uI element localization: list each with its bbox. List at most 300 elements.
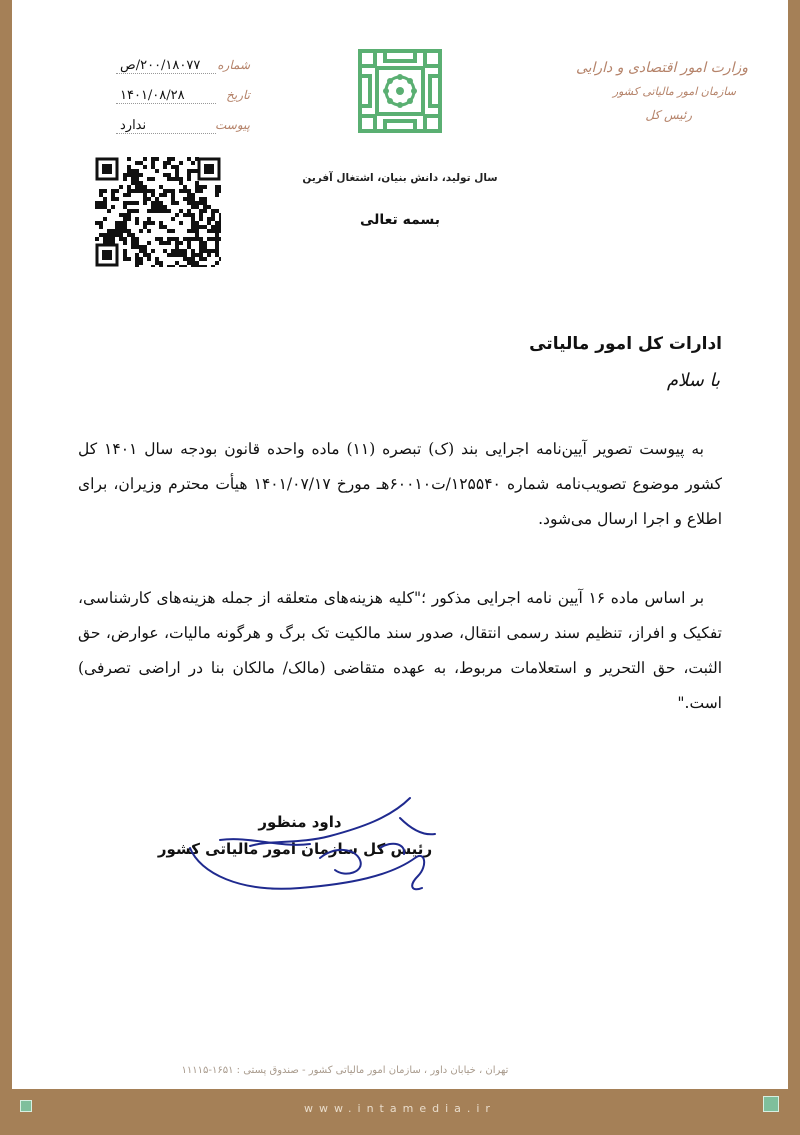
qr-module [187, 201, 191, 205]
qr-module [203, 241, 207, 245]
qr-module [187, 169, 191, 173]
qr-module [143, 197, 147, 201]
qr-module [199, 249, 203, 253]
qr-module [219, 185, 221, 189]
paragraph-article-16: بر اساس ماده ۱۶ آیین نامه اجرایی مذکور ؛"کلیه هزینه‌های متعلقه از جمله هزینه‌های کارشناسی، تفکیک و افراز، تنظیم سند رسمی انتقال، صدور سند مالکیت تک برگ و هرگونه مالیات، عوارض، حق الثبت، حق التحریر و استعلامات مربوط، به عهده متقاضی (مالک/ مالکان بنا در اراضی تصرفی) است." [78, 589, 722, 712]
qr-module [191, 257, 195, 261]
qr-module [167, 229, 171, 233]
qr-module [183, 189, 187, 193]
qr-module [191, 221, 195, 225]
qr-module [151, 189, 155, 193]
qr-module [203, 197, 207, 201]
qr-module [203, 245, 207, 249]
qr-module [99, 221, 103, 225]
qr-module [143, 185, 147, 189]
qr-module [215, 233, 219, 237]
qr-module [195, 237, 199, 241]
qr-module [123, 173, 127, 177]
qr-module [219, 257, 221, 261]
qr-module [135, 253, 139, 257]
qr-module [159, 225, 163, 229]
qr-module [147, 209, 151, 213]
qr-module [187, 245, 191, 249]
qr-module [95, 221, 99, 225]
qr-module [175, 173, 179, 177]
qr-module [143, 249, 147, 253]
qr-module [163, 209, 167, 213]
qr-module [123, 237, 127, 241]
qr-module [179, 249, 183, 253]
qr-module [147, 221, 151, 225]
qr-module [131, 181, 135, 185]
qr-module [215, 253, 219, 257]
qr-module [183, 265, 187, 267]
qr-module [139, 261, 143, 265]
qr-module [95, 205, 99, 209]
qr-module [219, 221, 221, 225]
qr-module [127, 193, 131, 197]
qr-module [127, 201, 131, 205]
qr-module [187, 177, 191, 181]
footer-right-square-icon [763, 1096, 779, 1112]
qr-module [159, 265, 163, 267]
meta-date-label: تاریخ [226, 88, 250, 102]
qr-module [159, 193, 163, 197]
qr-module [123, 213, 127, 217]
qr-module [215, 209, 219, 213]
qr-module [195, 261, 199, 265]
qr-module [127, 233, 131, 237]
qr-module [107, 209, 111, 213]
qr-module [135, 221, 139, 225]
qr-module [151, 161, 155, 165]
qr-module [99, 205, 103, 209]
qr-module [135, 185, 139, 189]
qr-module [171, 201, 175, 205]
qr-module [147, 257, 151, 261]
qr-module [115, 225, 119, 229]
qr-module [219, 213, 221, 217]
qr-module [191, 169, 195, 173]
qr-module [111, 193, 115, 197]
qr-module [187, 193, 191, 197]
year-slogan: سال تولید، دانش بنیان، اشتغال آفرین [302, 172, 498, 184]
qr-module [139, 189, 143, 193]
qr-module [191, 237, 195, 241]
qr-module [163, 193, 167, 197]
qr-module [215, 261, 219, 265]
qr-module [167, 237, 171, 241]
qr-module [139, 249, 143, 253]
qr-module [131, 177, 135, 181]
qr-module [171, 197, 175, 201]
qr-module [147, 241, 151, 245]
qr-module [155, 197, 159, 201]
qr-module [155, 261, 159, 265]
qr-module [147, 253, 151, 257]
organization-name: سازمان امور مالیاتی کشور [612, 85, 736, 98]
qr-module [127, 173, 131, 177]
qr-module [135, 189, 139, 193]
qr-module [211, 229, 215, 233]
qr-module [203, 185, 207, 189]
qr-module [167, 265, 171, 267]
qr-module [163, 161, 167, 165]
qr-module [135, 177, 139, 181]
qr-module [111, 229, 115, 233]
qr-module [163, 241, 167, 245]
qr-module [179, 253, 183, 257]
qr-module [151, 165, 155, 169]
qr-module [159, 209, 163, 213]
qr-module [151, 193, 155, 197]
qr-module [167, 161, 171, 165]
qr-module [131, 237, 135, 241]
qr-module [151, 249, 155, 253]
qr-module [191, 265, 195, 267]
qr-module [207, 249, 211, 253]
qr-module [191, 197, 195, 201]
qr-module [107, 233, 111, 237]
qr-module [203, 209, 207, 213]
qr-module [139, 181, 143, 185]
qr-module [211, 249, 215, 253]
meta-number-label: شماره [217, 58, 250, 72]
qr-module [187, 237, 191, 241]
qr-module [151, 221, 155, 225]
qr-module [155, 201, 159, 205]
qr-module [135, 181, 139, 185]
qr-module [147, 229, 151, 233]
qr-module [155, 205, 159, 209]
qr-module [187, 229, 191, 233]
qr-module [183, 197, 187, 201]
qr-module [111, 233, 115, 237]
qr-module [155, 169, 159, 173]
qr-module [179, 181, 183, 185]
qr-module [191, 225, 195, 229]
qr-module [107, 229, 111, 233]
qr-module [159, 241, 163, 245]
qr-module [135, 241, 139, 245]
qr-module [103, 217, 107, 221]
qr-module [119, 233, 123, 237]
qr-module [171, 249, 175, 253]
qr-module [195, 253, 199, 257]
qr-module [119, 221, 123, 225]
qr-module [167, 241, 171, 245]
qr-module [143, 221, 147, 225]
qr-module [103, 237, 107, 241]
qr-module [115, 229, 119, 233]
ministry-name: وزارت امور اقتصادی و دارایی [575, 60, 748, 76]
qr-module [135, 261, 139, 265]
signatory-title: رئیس کل سازمان امور مالیاتی کشور [157, 840, 433, 858]
qr-module [211, 237, 215, 241]
qr-module [143, 157, 147, 161]
qr-module [219, 189, 221, 193]
qr-module [139, 229, 143, 233]
qr-module [207, 221, 211, 225]
qr-module [187, 173, 191, 177]
qr-module [203, 205, 207, 209]
qr-module [103, 189, 107, 193]
ministry-letterhead [568, 56, 748, 126]
qr-module [191, 217, 195, 221]
qr-module [175, 201, 179, 205]
qr-module [179, 177, 183, 181]
qr-module [179, 189, 183, 193]
qr-module [183, 253, 187, 257]
meta-number-row [70, 58, 250, 88]
qr-module [215, 193, 219, 197]
qr-module [171, 217, 175, 221]
qr-module [183, 237, 187, 241]
qr-module [171, 165, 175, 169]
qr-module [175, 237, 179, 241]
qr-module [143, 201, 147, 205]
qr-module [135, 201, 139, 205]
qr-module [107, 237, 111, 241]
qr-module [199, 197, 203, 201]
qr-module [163, 165, 167, 169]
qr-module [99, 189, 103, 193]
qr-module [99, 225, 103, 229]
qr-module [171, 253, 175, 257]
meta-attachment-label: پیوست [215, 118, 250, 132]
qr-module [127, 185, 131, 189]
qr-module [95, 237, 99, 241]
qr-module [211, 225, 215, 229]
qr-module [195, 181, 199, 185]
qr-module [115, 189, 119, 193]
qr-module [191, 229, 195, 233]
signatory-name: داود منظور [258, 813, 342, 831]
qr-module [135, 257, 139, 261]
qr-module [147, 189, 151, 193]
qr-module [163, 225, 167, 229]
qr-module [175, 213, 179, 217]
qr-module [135, 209, 139, 213]
office-title: رئیس کل [645, 108, 692, 122]
qr-module [183, 185, 187, 189]
qr-module [203, 201, 207, 205]
qr-module [175, 169, 179, 173]
qr-module [171, 189, 175, 193]
qr-module [195, 221, 199, 225]
qr-module [187, 197, 191, 201]
qr-module [131, 233, 135, 237]
qr-module [211, 213, 215, 217]
footer-address: تهران ، خیابان داور ، سازمان امور مالیاتی کشور - صندوق پستی : ۱۶۵۱-۱۱۱۱۵ [181, 1065, 509, 1076]
qr-module [171, 229, 175, 233]
qr-module [171, 237, 175, 241]
qr-module [211, 265, 215, 267]
qr-module [135, 237, 139, 241]
qr-module [199, 253, 203, 257]
qr-module [179, 161, 183, 165]
qr-module [199, 257, 203, 261]
qr-module [215, 237, 219, 241]
qr-module [127, 217, 131, 221]
qr-module [219, 237, 221, 241]
qr-module [119, 225, 123, 229]
qr-module [131, 173, 135, 177]
qr-module [215, 229, 219, 233]
qr-module [199, 237, 203, 241]
meta-attachment-row [70, 118, 250, 148]
qr-module [207, 229, 211, 233]
qr-module [171, 157, 175, 161]
paragraph-announcement: به پیوست تصویر آیین‌نامه اجرایی بند (ک) تبصره (۱۱) ماده واحده قانون بودجه سال ۱۴۰۱ کل کشور موضوع تصویب‌نامه شماره ۱۲۵۵۴۰/ت۶۰۰۱۰هـ مورخ ۱۴۰۱/۰۷/۱۷ هیأت محترم وزیران، برای اطلاع و اجرا ارسال می‌شود. [78, 440, 722, 528]
qr-module [215, 241, 219, 245]
qr-module [171, 265, 175, 267]
qr-module [199, 241, 203, 245]
qr-module [191, 205, 195, 209]
qr-module [187, 241, 191, 245]
qr-module [187, 213, 191, 217]
qr-module [151, 209, 155, 213]
qr-module [175, 165, 179, 169]
qr-module [203, 249, 207, 253]
qr-module [195, 185, 199, 189]
qr-module [191, 249, 195, 253]
qr-module [151, 177, 155, 181]
qr-module [151, 201, 155, 205]
qr-module [123, 257, 127, 261]
qr-module [215, 225, 219, 229]
qr-module [187, 157, 191, 161]
meta-attachment-value: ندارد [116, 118, 216, 134]
qr-module [123, 241, 127, 245]
qr-module [179, 209, 183, 213]
qr-module [203, 265, 207, 267]
qr-module [179, 241, 183, 245]
qr-module [135, 169, 139, 173]
qr-module [195, 205, 199, 209]
qr-module [187, 189, 191, 193]
qr-module [119, 237, 123, 241]
qr-module [123, 221, 127, 225]
qr-module [127, 189, 131, 193]
qr-module [123, 193, 127, 197]
qr-module [175, 245, 179, 249]
qr-module [175, 249, 179, 253]
qr-module [199, 265, 203, 267]
qr-module [179, 265, 183, 267]
qr-module [119, 229, 123, 233]
qr-module [123, 177, 127, 181]
qr-module [219, 217, 221, 221]
qr-module [123, 249, 127, 253]
qr-module [139, 245, 143, 249]
qr-module [195, 233, 199, 237]
qr-module [135, 161, 139, 165]
qr-module [187, 257, 191, 261]
qr-module [159, 205, 163, 209]
qr-module [127, 213, 131, 217]
qr-module [215, 221, 219, 225]
qr-module [143, 253, 147, 257]
qr-module [211, 209, 215, 213]
qr-module [207, 217, 211, 221]
qr-module [175, 261, 179, 265]
qr-module [111, 237, 115, 241]
qr-module [191, 193, 195, 197]
qr-module [155, 209, 159, 213]
qr-module [127, 229, 131, 233]
qr-module [131, 245, 135, 249]
meta-date-value: ۱۴۰۱/۰۸/۲۸ [116, 88, 216, 104]
qr-module [119, 213, 123, 217]
qr-module [167, 157, 171, 161]
qr-module [219, 225, 221, 229]
qr-module [195, 201, 199, 205]
qr-module [167, 189, 171, 193]
footer-website-link[interactable]: www.intamedia.ir [304, 1102, 496, 1115]
qr-module [175, 253, 179, 257]
qr-module [151, 265, 155, 267]
qr-module [127, 165, 131, 169]
salutation: با سلام [666, 370, 720, 391]
qr-module [199, 209, 203, 213]
qr-module [123, 225, 127, 229]
letter-meta [70, 58, 250, 148]
qr-module [199, 201, 203, 205]
qr-module [139, 161, 143, 165]
qr-module [207, 237, 211, 241]
qr-module [131, 201, 135, 205]
qr-module [99, 233, 103, 237]
footer-left-square-icon [20, 1100, 32, 1112]
qr-module [131, 209, 135, 213]
qr-module [127, 209, 131, 213]
qr-module [143, 245, 147, 249]
qr-module [187, 261, 191, 265]
qr-module [135, 245, 139, 249]
qr-module [155, 157, 159, 161]
qr-module [111, 197, 115, 201]
qr-module [159, 221, 163, 225]
qr-module [99, 201, 103, 205]
qr-module [147, 197, 151, 201]
qr-module [191, 201, 195, 205]
qr-module [203, 225, 207, 229]
qr-module [183, 257, 187, 261]
qr-module [219, 229, 221, 233]
qr-module [143, 189, 147, 193]
qr-code-icon [95, 157, 221, 267]
qr-module [123, 253, 127, 257]
qr-module [159, 185, 163, 189]
qr-module [191, 213, 195, 217]
qr-module [151, 157, 155, 161]
qr-module [147, 177, 151, 181]
qr-module [175, 177, 179, 181]
qr-module [115, 221, 119, 225]
qr-module [139, 173, 143, 177]
qr-module [211, 217, 215, 221]
qr-module [123, 217, 127, 221]
qr-module [199, 185, 203, 189]
qr-module [171, 193, 175, 197]
qr-module [139, 185, 143, 189]
qr-module [155, 257, 159, 261]
qr-module [163, 205, 167, 209]
qr-module [207, 205, 211, 209]
qr-module [147, 217, 151, 221]
qr-module [187, 209, 191, 213]
